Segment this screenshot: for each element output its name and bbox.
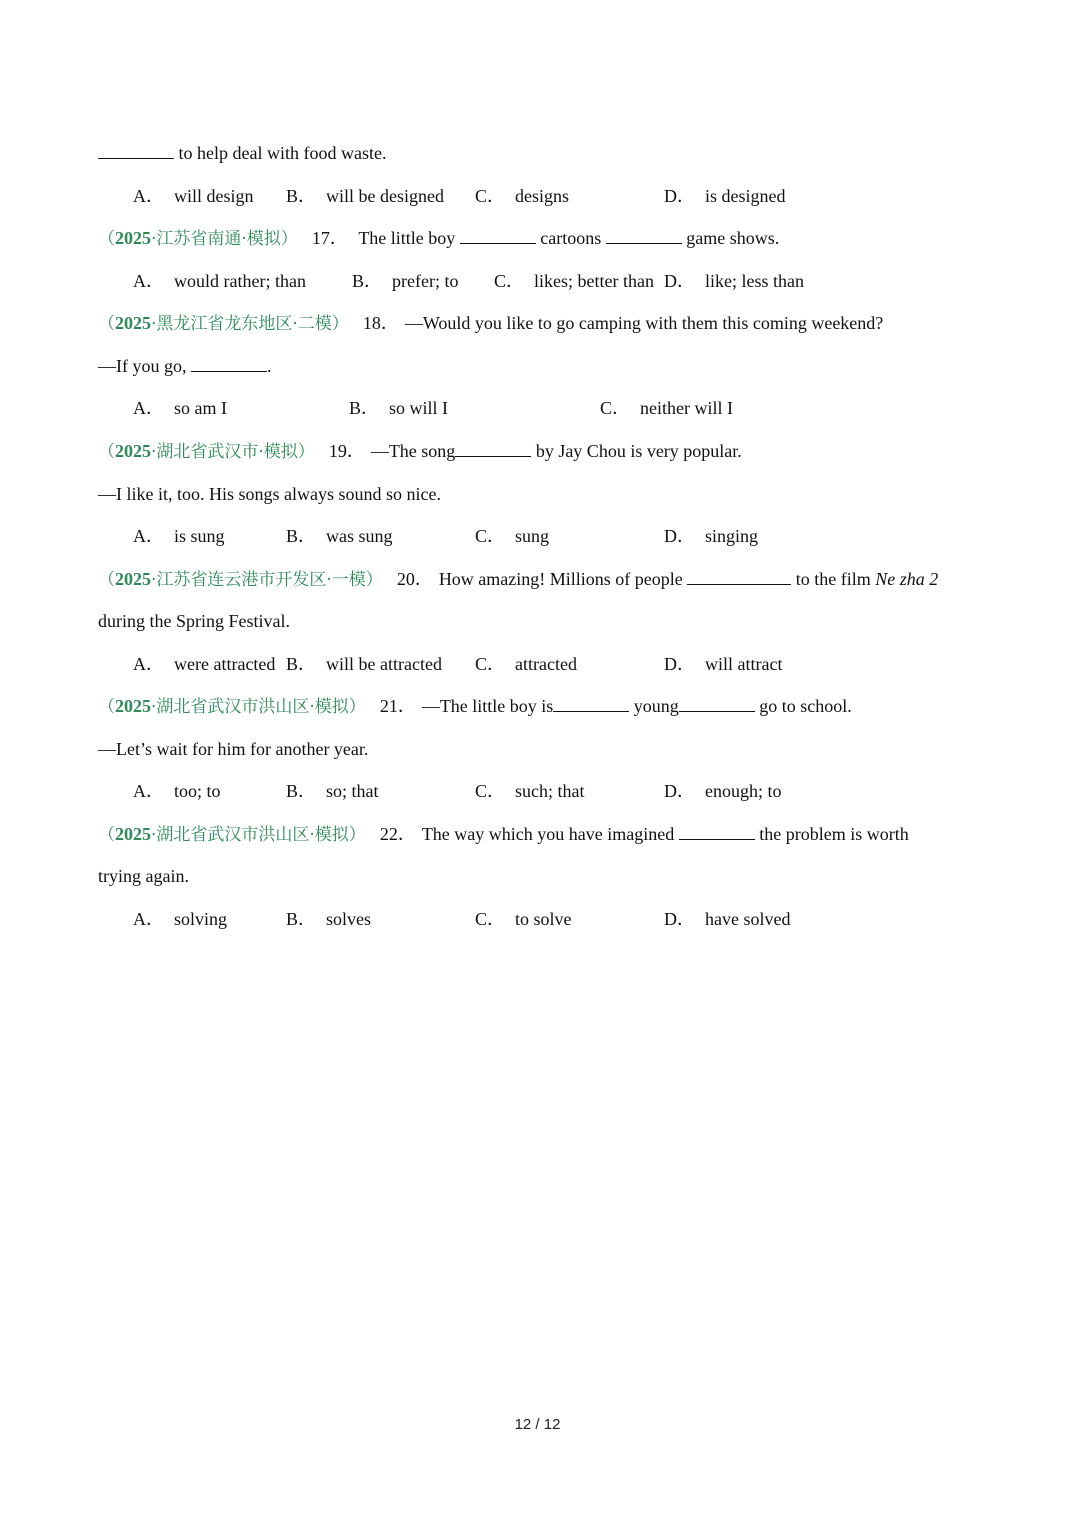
question-number: 22．: [379, 824, 416, 844]
option-a: A． solving: [133, 909, 228, 929]
question-16-options: [133, 184, 1013, 208]
option-b: B． so will I: [349, 398, 449, 418]
option-c: C． attracted: [475, 654, 577, 674]
question-number: 19．: [328, 441, 365, 461]
option-b: B． will be designed: [286, 186, 444, 206]
option-a: A． so am I: [133, 398, 227, 418]
option-c: C． such; that: [475, 781, 585, 801]
question-number: 20．: [396, 569, 433, 589]
option-b: B． prefer; to: [352, 271, 459, 291]
option-a: A． were attracted: [133, 654, 276, 674]
question-number: 18．: [362, 313, 399, 333]
question-source: （2025·江苏省南通·模拟）: [98, 228, 298, 249]
option-a: A． is sung: [133, 526, 225, 546]
option-a: A． would rather; than: [133, 271, 306, 291]
question-number: 21．: [379, 696, 416, 716]
answer-blank: [679, 695, 755, 712]
option-d: D． enough; to: [664, 781, 782, 801]
answer-blank: [191, 355, 267, 372]
question-19-reply: —I like it, too. His songs always sound so nice.: [98, 484, 441, 504]
option-b: B． will be attracted: [286, 654, 442, 674]
question-22-continuation: trying again.: [98, 866, 189, 886]
question-18-reply: —If you go, .: [98, 356, 272, 376]
option-c: C． neither will I: [600, 398, 733, 418]
question-source: （2025·江苏省连云港市开发区·一模）: [98, 569, 383, 590]
answer-blank: [455, 440, 531, 457]
option-d: D． will attract: [664, 654, 783, 674]
question-21-stem: （2025·湖北省武汉市洪山区·模拟） 21． —The little boy is young go to school.: [98, 696, 852, 717]
question-19-options: [133, 524, 1013, 548]
question-20-continuation: during the Spring Festival.: [98, 611, 290, 631]
answer-blank: [460, 227, 536, 244]
page-number: 12 / 12: [514, 1416, 561, 1433]
question-text: to help deal with food waste.: [178, 143, 387, 163]
option-b: B． so; that: [286, 781, 379, 801]
answer-blank: [98, 142, 174, 159]
option-b: B． solves: [286, 909, 372, 929]
answer-blank: [687, 568, 791, 585]
option-d: D． like; less than: [664, 271, 804, 291]
question-18-stem: （2025·黑龙江省龙东地区·二模） 18． —Would you like to go camping with them this coming weekend?: [98, 313, 884, 334]
option-c: C． designs: [475, 186, 570, 206]
question-source: （2025·湖北省武汉市·模拟）: [98, 441, 315, 462]
question-number: 17．: [311, 228, 348, 248]
question-22-stem: （2025·湖北省武汉市洪山区·模拟） 22． The way which you have imagined the problem is worth: [98, 824, 909, 845]
question-19-stem: （2025·湖北省武汉市·模拟） 19． —The song by Jay Chou is very popular.: [98, 441, 742, 462]
question-20-options: [133, 652, 1013, 676]
film-title: Ne zha 2: [875, 569, 939, 589]
question-source: （2025·湖北省武汉市洪山区·模拟）: [98, 824, 366, 845]
question-22-options: [133, 907, 1013, 931]
option-c: C． to solve: [475, 909, 572, 929]
option-d: D． have solved: [664, 909, 791, 929]
answer-blank: [679, 823, 755, 840]
option-a: A． too; to: [133, 781, 221, 801]
answer-blank: [606, 227, 682, 244]
question-source: （2025·黑龙江省龙东地区·二模）: [98, 313, 349, 334]
question-17-stem: （2025·江苏省南通·模拟） 17． The little boy cartoons game shows.: [98, 228, 780, 249]
question-17-options: [133, 269, 1013, 293]
option-c: C． sung: [475, 526, 550, 546]
question-source: （2025·湖北省武汉市洪山区·模拟）: [98, 696, 366, 717]
question-21-reply: —Let’s wait for him for another year.: [98, 739, 369, 759]
option-d: D． singing: [664, 526, 759, 546]
answer-blank: [553, 695, 629, 712]
option-a: A． will design: [133, 186, 254, 206]
question-16-stem: [98, 141, 386, 165]
option-b: B． was sung: [286, 526, 393, 546]
option-d: D． is designed: [664, 186, 786, 206]
question-20-stem: （2025·江苏省连云港市开发区·一模） 20． How amazing! Millions of people to the film Ne zha 2: [98, 569, 939, 590]
question-18-options: [133, 396, 1013, 420]
question-21-options: [133, 779, 1013, 803]
option-c: C． likes; better than: [494, 271, 654, 291]
